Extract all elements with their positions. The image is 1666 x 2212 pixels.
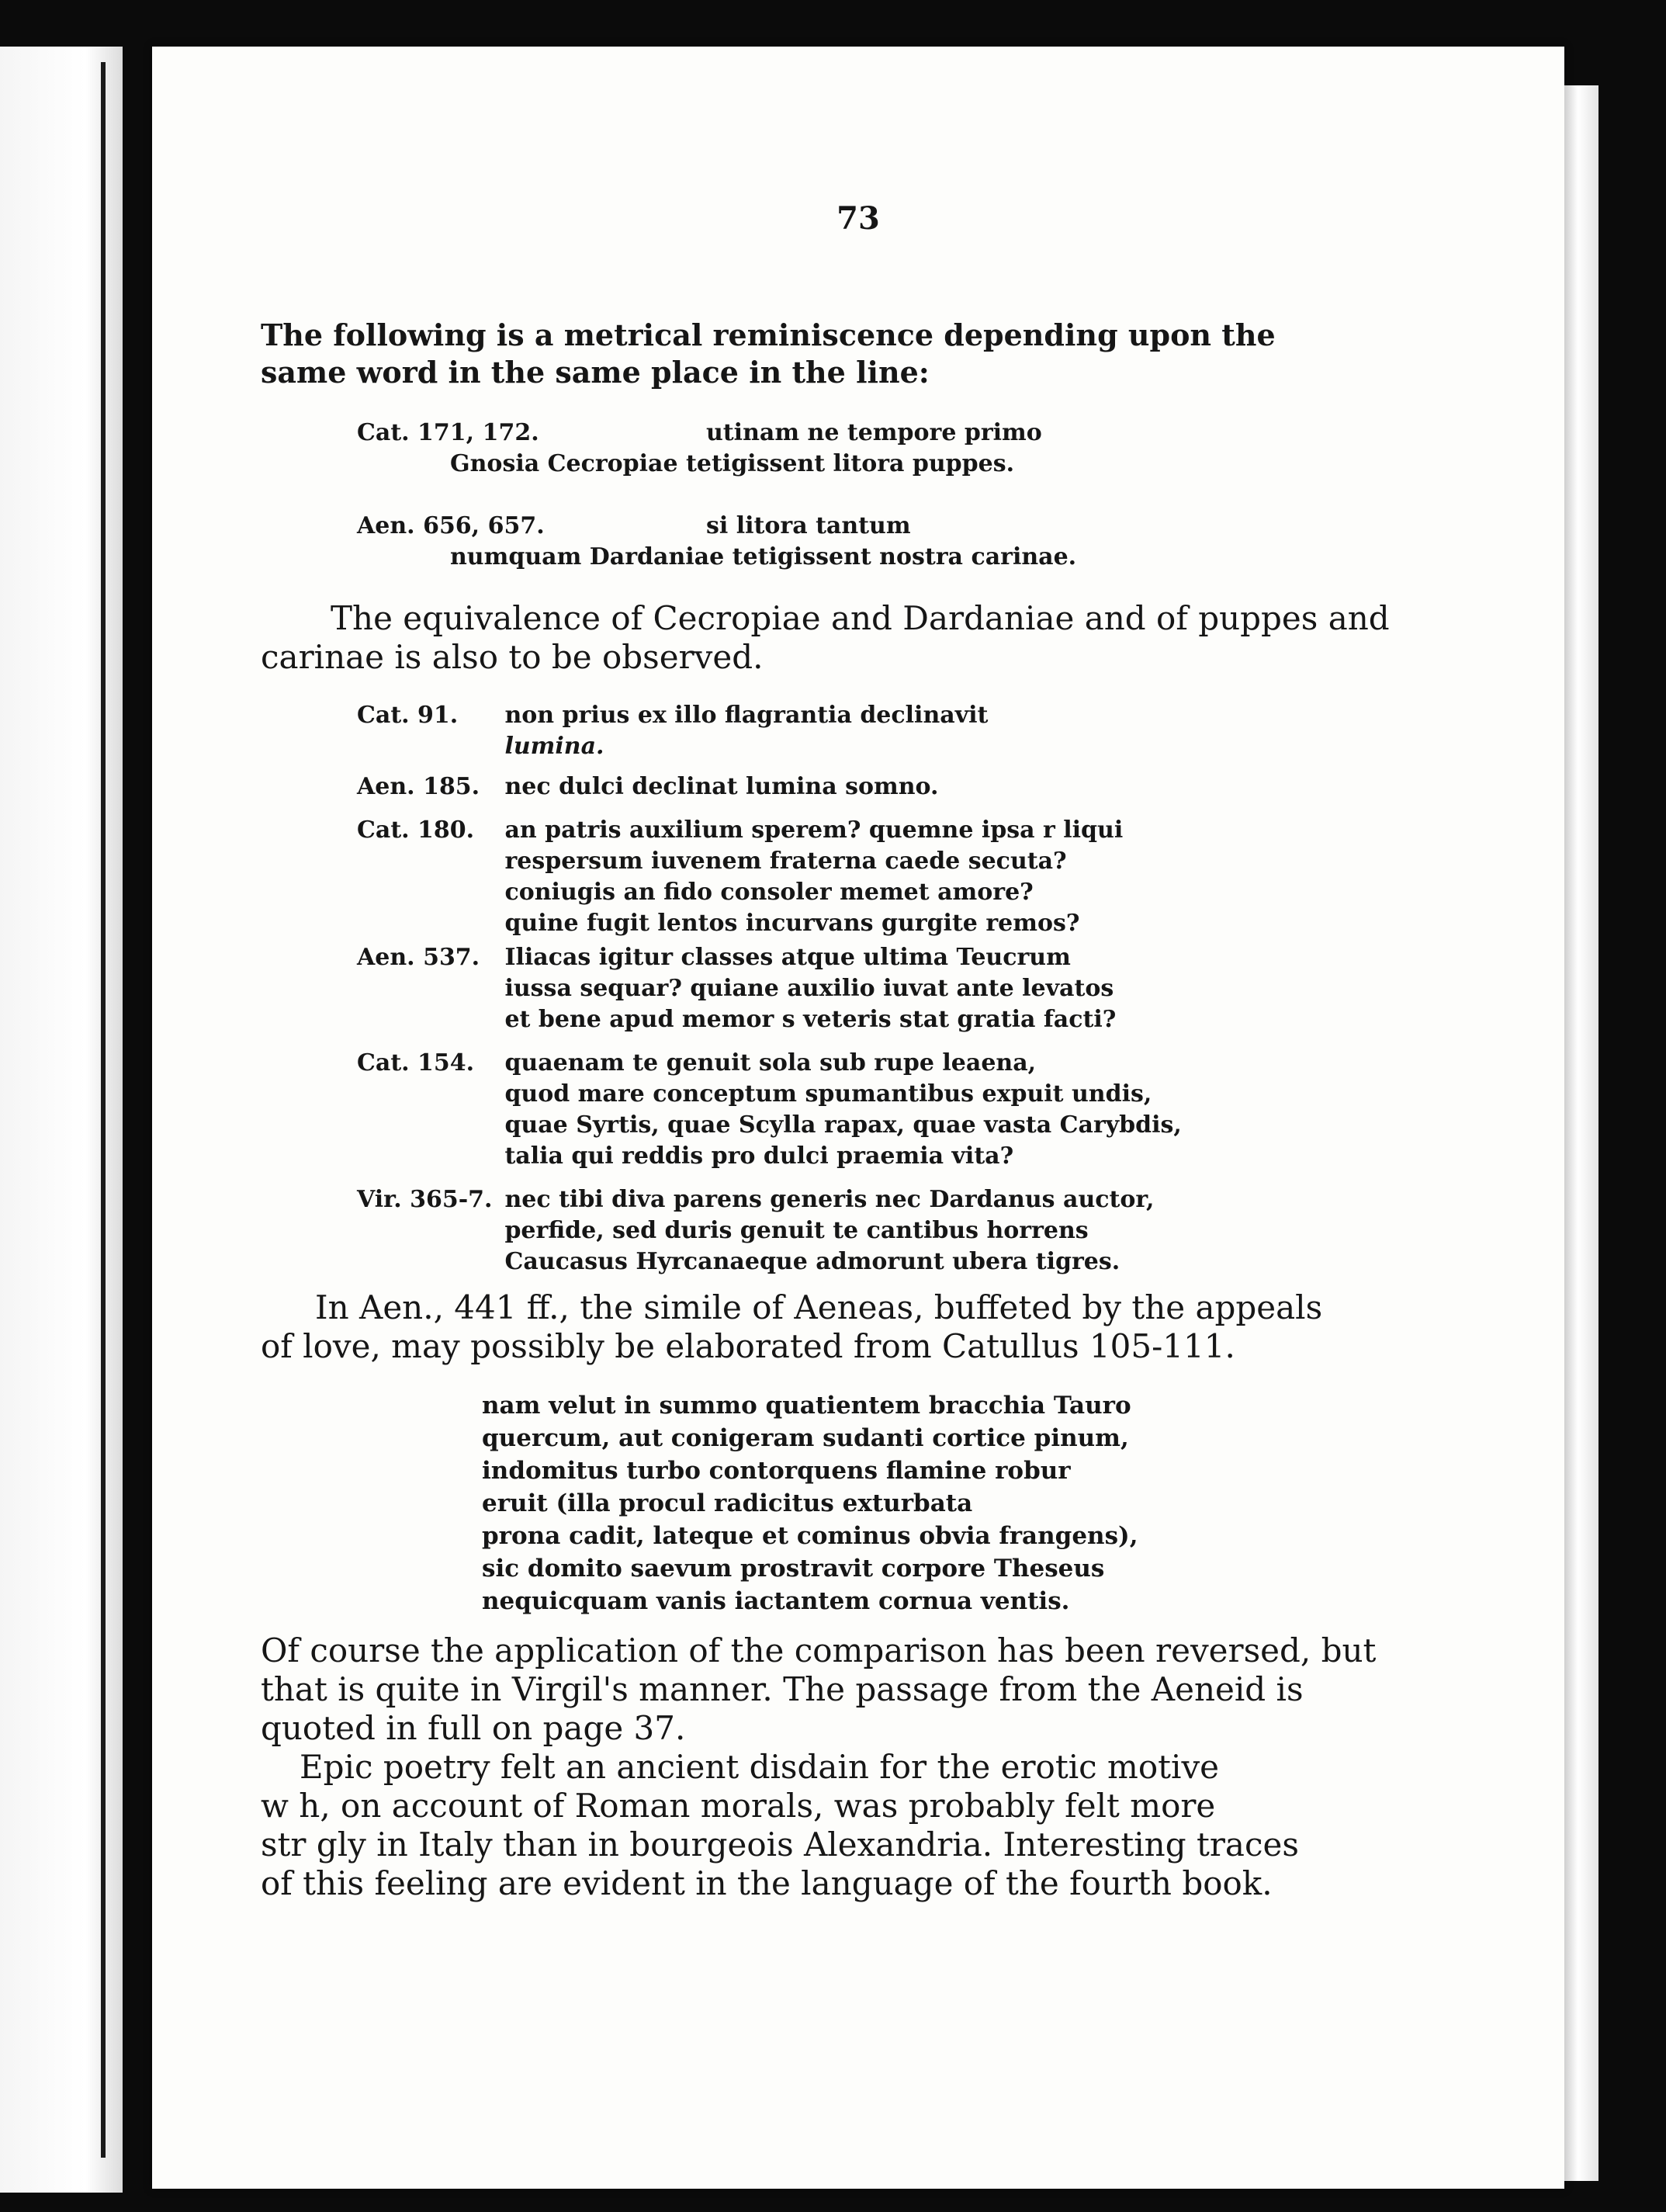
comparison-ref: Cat. 91.: [357, 702, 459, 729]
page-fore-edge: [1564, 85, 1598, 2181]
comparison-line: iussa sequar? quiane auxilio iuvat ante levatos: [504, 975, 1114, 1002]
comparison-ref: Vir. 365-7.: [357, 1186, 493, 1213]
quotation-line: prona cadit, lateque et cominus obvia frangens),: [482, 1522, 1138, 1550]
comparison-line: talia qui reddis pro dulci praemia vita?: [504, 1142, 1014, 1170]
comparison-line: quine fugit lentos incurvans gurgite remos?: [504, 910, 1080, 937]
comparison-line: quod mare conceptum spumantibus expuit undis,: [504, 1080, 1152, 1108]
comparison-row: [357, 771, 1381, 803]
comparison-ref: Aen. 185.: [357, 773, 480, 800]
comparison-line: non prius ex illo flagrantia declinavit: [504, 702, 989, 729]
comparison-ref: Cat. 154.: [357, 1049, 475, 1077]
comparison-row: [357, 815, 1381, 939]
equivalence-line: carinae is also to be observed.: [261, 638, 764, 676]
comparison-ref: Aen. 537.: [357, 944, 480, 971]
comparison-ref: Cat. 180.: [357, 816, 475, 844]
final-line: w h, on account of Roman morals, was probably felt more: [261, 1787, 1216, 1825]
final-paragraph: [261, 1748, 1386, 1903]
citation-aen-656: [357, 511, 1381, 573]
intro-line: The following is a metrical reminiscence depending upon the: [261, 317, 1276, 352]
comparison-row: [357, 700, 1381, 762]
citation-head: utinam ne tempore primo: [706, 419, 1042, 446]
comparison-line: Iliacas igitur classes atque ultima Teucrum: [504, 944, 1071, 971]
citation-head: si litora tantum: [706, 512, 911, 539]
simile-line: In Aen., 441 ff., the simile of Aeneas, buffeted by the appeals: [315, 1288, 1323, 1326]
comparison-line: coniugis an fido consoler memet amore?: [504, 879, 1034, 906]
simile-line: of love, may possibly be elaborated from Catullus 105-111.: [261, 1327, 1235, 1365]
comparison-line: quae Syrtis, quae Scylla rapax, quae vasta Carybdis,: [504, 1111, 1182, 1139]
page-number: 73: [836, 200, 880, 237]
comparison-row: [357, 1048, 1381, 1172]
quotation-line: quercum, aut conigeram sudanti cortice pinum,: [482, 1424, 1129, 1452]
intro-paragraph: [261, 317, 1386, 391]
quotation-line: indomitus turbo contorquens flamine robur: [482, 1457, 1071, 1485]
quotation-line: sic domito saevum prostravit corpore Theseus: [482, 1555, 1105, 1583]
comparison-line: nec tibi diva parens generis nec Dardanus auctor,: [504, 1186, 1155, 1213]
closing-paragraph: [261, 1631, 1386, 1748]
closing-line: quoted in full on page 37.: [261, 1709, 686, 1747]
catullus-quotation: [482, 1389, 1335, 1617]
final-line: Epic poetry felt an ancient disdain for the erotic motive: [300, 1748, 1220, 1786]
quotation-line: eruit (illa procul radicitus exturbata: [482, 1489, 973, 1517]
comparison-line: quaenam te genuit sola sub rupe leaena,: [504, 1049, 1037, 1077]
simile-paragraph: [261, 1288, 1386, 1366]
closing-line: Of course the application of the comparison has been reversed, but: [261, 1631, 1377, 1669]
book-page: [152, 47, 1564, 2189]
quotation-line: nam velut in summo quatientem bracchia Tauro: [482, 1392, 1131, 1420]
citation-cat-171: [357, 418, 1381, 480]
intro-line: same word in the same place in the line:: [261, 355, 930, 390]
quotation-line: nequicquam vanis iactantem cornua ventis.: [482, 1587, 1070, 1615]
citation-ref: Aen. 656, 657.: [357, 512, 545, 539]
comparison-line: an patris auxilium sperem? quemne ipsa r liqui: [504, 816, 1124, 844]
citation-continuation: numquam Dardaniae tetigissent nostra carinae.: [450, 543, 1077, 570]
citation-continuation: Gnosia Cecropiae tetigissent litora puppes.: [450, 450, 1015, 477]
final-line: str gly in Italy than in bourgeois Alexandria. Interesting traces: [261, 1825, 1299, 1864]
comparison-list: [357, 700, 1381, 1278]
comparison-line: perfide, sed duris genuit te cantibus horrens: [504, 1217, 1089, 1244]
closing-line: that is quite in Virgil's manner. The passage from the Aeneid is: [261, 1670, 1304, 1708]
comparison-row: [357, 1184, 1381, 1278]
equivalence-paragraph: [261, 599, 1390, 677]
final-line: of this feeling are evident in the language of the fourth book.: [261, 1864, 1273, 1902]
comparison-line: respersum iuvenem fraterna caede secuta?: [504, 848, 1067, 875]
facing-page-edge: [0, 47, 123, 2193]
gutter-rule: [101, 62, 106, 2158]
equivalence-line: The equivalence of Cecropiae and Dardaniae and of puppes and: [331, 599, 1390, 637]
citation-ref: Cat. 171, 172.: [357, 419, 539, 446]
comparison-line: Caucasus Hyrcanaeque admorunt ubera tigres.: [504, 1248, 1120, 1275]
comparison-row: [357, 942, 1381, 1035]
comparison-line: et bene apud memor s veteris stat gratia facti?: [504, 1006, 1117, 1033]
comparison-line: lumina.: [504, 733, 604, 760]
comparison-line: nec dulci declinat lumina somno.: [504, 773, 939, 800]
